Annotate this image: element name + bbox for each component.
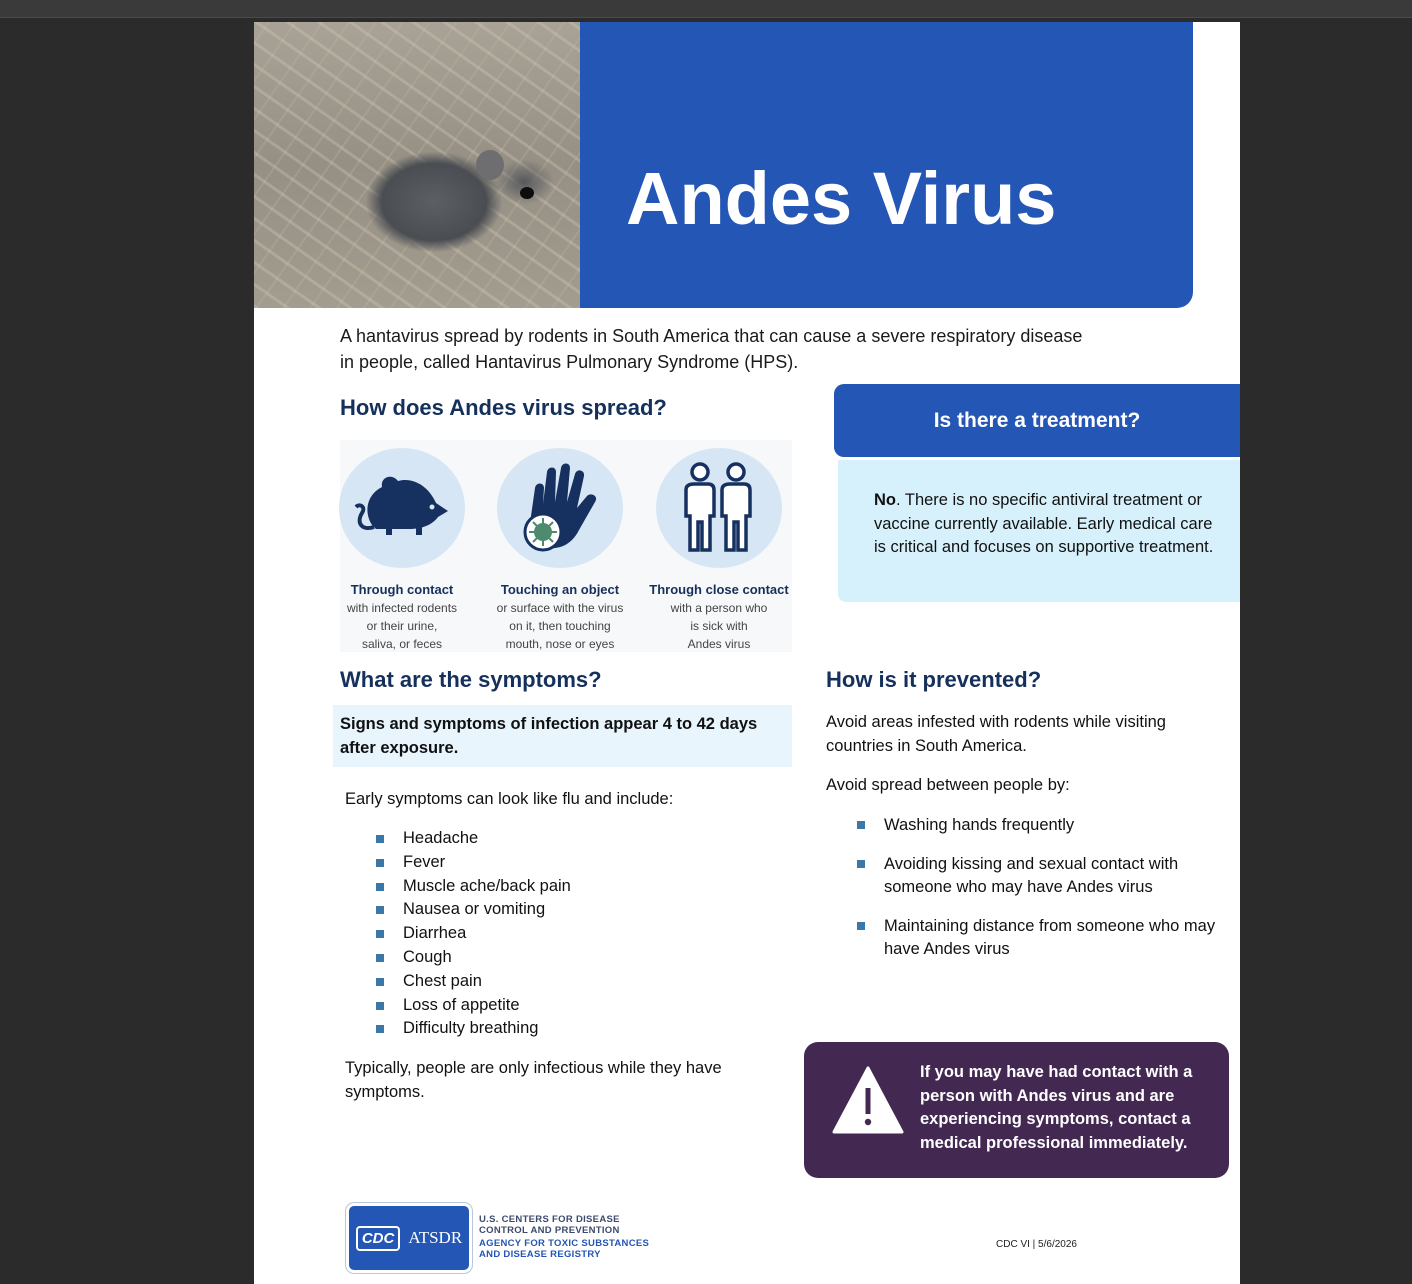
- prevention-heading: How is it prevented?: [826, 667, 1042, 692]
- list-item-text: Headache: [403, 829, 479, 847]
- list-item-text: Fever: [403, 852, 446, 871]
- intro-line-2: in people, called Hantavirus Pulmonary Syndrome (HPS).: [340, 352, 799, 372]
- list-item: [884, 814, 1224, 838]
- page-title: Andes Virus: [626, 157, 1057, 240]
- bullet-icon: [376, 883, 384, 891]
- spread-heading: How does Andes virus spread?: [340, 395, 667, 420]
- spread-panel: [340, 440, 792, 652]
- bullet-icon: [376, 1025, 384, 1033]
- intro-line-1: A hantavirus spread by rodents in South America that can cause a severe respiratory disease: [340, 326, 1083, 346]
- desc-line: or their urine,: [366, 619, 438, 633]
- list-item: [403, 946, 571, 970]
- desc-line: or surface with the virus: [496, 601, 624, 615]
- agency-line: AGENCY FOR TOXIC SUBSTANCES: [479, 1238, 650, 1249]
- people-icon: [674, 460, 764, 556]
- cdc-atsdr-logo: [346, 1203, 472, 1273]
- bullet-icon: [376, 859, 384, 867]
- list-item-text: Loss of appetite: [403, 995, 520, 1014]
- warning-text: If you may have had contact with a person with Andes virus and are experiencing symptoms, contact a medical professional immediately.: [920, 1063, 1193, 1152]
- list-item-text: Diarrhea: [403, 924, 467, 943]
- list-item: [884, 853, 1224, 900]
- spread-item-rodent-contact: [327, 440, 477, 653]
- bullet-icon: [376, 835, 384, 843]
- bullet-icon: [376, 1002, 384, 1010]
- desc-line: with a person who: [670, 601, 768, 615]
- bullet-icon: [857, 821, 865, 829]
- list-item-text: Cough: [403, 947, 452, 966]
- agency-names: [479, 1215, 649, 1260]
- desc-line: with infected rodents: [346, 601, 458, 615]
- symptoms-closing: Typically, people are only infectious while they have symptoms.: [345, 1059, 722, 1101]
- desc-line: saliva, or feces: [361, 637, 443, 651]
- prevention-list: [884, 814, 1224, 962]
- list-item-text: Washing hands frequently: [884, 816, 1075, 834]
- cdc-logo-mark: CDC: [356, 1226, 401, 1251]
- list-item: [403, 994, 571, 1018]
- prevention-paragraph-1: Avoid areas infested with rodents while visiting countries in South America.: [826, 713, 1166, 755]
- treatment-text: [874, 489, 1224, 560]
- rodent-eye: [520, 187, 534, 199]
- list-item-text: Nausea or vomiting: [403, 900, 546, 919]
- spread-item-desc: [485, 599, 635, 653]
- list-item-text: Maintaining distance from someone who may have Andes virus: [884, 916, 1216, 958]
- hand-virus-icon: [515, 458, 605, 558]
- spread-item-touching-object: [485, 440, 635, 653]
- bullet-icon: [376, 906, 384, 914]
- list-item: [403, 827, 571, 851]
- bullet-icon: [857, 922, 865, 930]
- list-item: [403, 851, 571, 875]
- symptoms-callout-text: Signs and symptoms of infection appear 4 to 42 days after exposure.: [340, 715, 758, 757]
- spread-item-close-contact: [644, 440, 794, 653]
- symptoms-lead: Early symptoms can look like flu and include:: [345, 790, 674, 808]
- warning-triangle-icon: [832, 1066, 904, 1134]
- prevention-paragraph-2: Avoid spread between people by:: [826, 776, 1070, 794]
- agency-line: U.S. CENTERS FOR DISEASE: [479, 1214, 620, 1225]
- rodent-icon: [352, 473, 452, 543]
- symptoms-list: [403, 827, 571, 1041]
- list-item: [403, 898, 571, 922]
- spread-item-title: Through contact: [350, 582, 454, 597]
- bullet-icon: [376, 978, 384, 986]
- list-item-text: Avoiding kissing and sexual contact with someone who may have Andes virus: [884, 854, 1179, 896]
- spread-circle: [656, 448, 782, 568]
- list-item-text: Chest pain: [403, 971, 482, 990]
- list-item-text: Muscle ache/back pain: [403, 876, 571, 895]
- desc-line: is sick with: [690, 619, 748, 633]
- desc-line: mouth, nose or eyes: [505, 637, 615, 651]
- treatment-answer: No: [874, 491, 896, 509]
- desc-line: Andes virus: [687, 637, 751, 651]
- rodent-ear: [476, 150, 504, 180]
- spread-circle: [497, 448, 623, 568]
- spread-circle: [339, 448, 465, 568]
- document-page: [254, 22, 1240, 1284]
- bullet-icon: [857, 860, 865, 868]
- rodent-photo: [254, 22, 580, 308]
- document-code: CDC VI | 5/6/2026: [996, 1239, 1077, 1250]
- warning-box: [804, 1042, 1229, 1178]
- spread-item-desc: [327, 599, 477, 653]
- treatment-detail: . There is no specific antiviral treatment or vaccine currently available. Early medical care is critical and focuses on supportive treatment.: [874, 491, 1214, 556]
- bullet-icon: [376, 930, 384, 938]
- spread-item-title: Through close contact: [649, 582, 789, 597]
- viewer-top-bar: [0, 0, 1412, 18]
- spread-item-desc: [644, 599, 794, 653]
- treatment-heading: Is there a treatment?: [933, 408, 1141, 432]
- list-item: [884, 915, 1224, 962]
- desc-line: on it, then touching: [509, 619, 611, 633]
- list-item: [403, 1017, 571, 1041]
- bullet-icon: [376, 954, 384, 962]
- symptoms-callout: [333, 705, 792, 767]
- treatment-panel: [838, 460, 1240, 602]
- list-item-text: Difficulty breathing: [403, 1019, 539, 1038]
- spread-item-title: Touching an object: [500, 582, 620, 597]
- list-item: [403, 875, 571, 899]
- agency-line: AND DISEASE REGISTRY: [479, 1248, 601, 1260]
- agency-line: CONTROL AND PREVENTION: [479, 1224, 620, 1236]
- list-item: [403, 922, 571, 946]
- treatment-header: [834, 384, 1240, 457]
- atsdr-logo-mark: ATSDR: [408, 1228, 463, 1247]
- symptoms-heading: What are the symptoms?: [340, 667, 602, 692]
- list-item: [403, 970, 571, 994]
- intro-paragraph: [340, 323, 1160, 375]
